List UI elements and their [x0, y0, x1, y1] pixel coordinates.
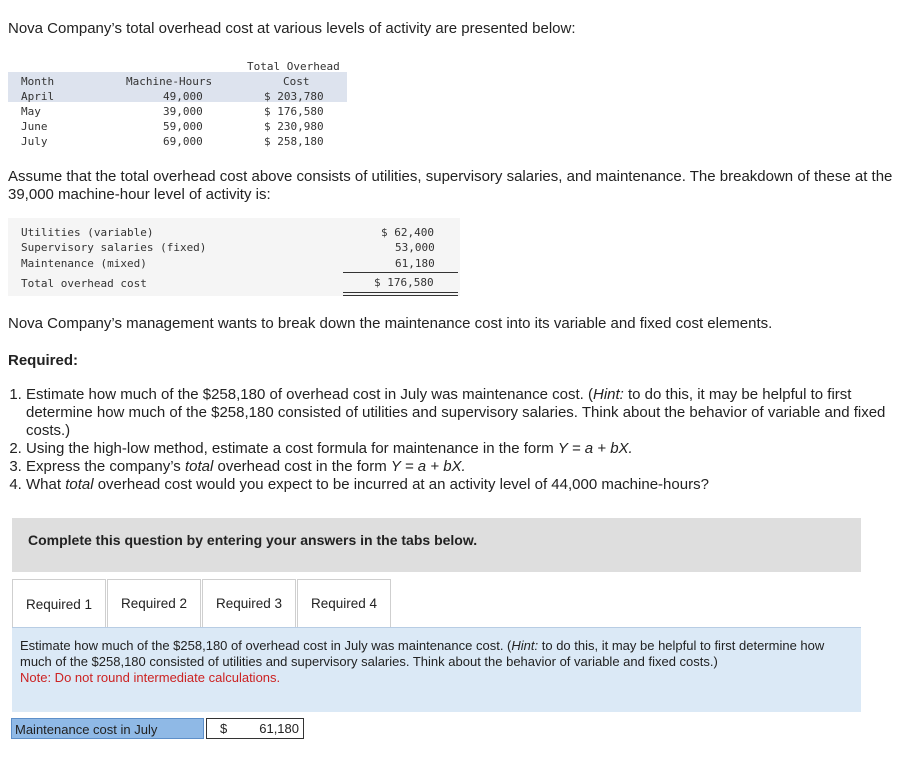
intro-text: Nova Company’s total overhead cost at various levels of activity are presented below: [8, 20, 576, 37]
tab-required-1[interactable]: Required 1 [12, 579, 106, 628]
answer-value: 61,180 [259, 721, 299, 736]
breakdown-total-label: Total overhead cost [21, 277, 147, 290]
breakdown-value: 53,000 [395, 241, 435, 254]
row-cost: $ 176,580 [264, 105, 324, 118]
row-cost: $ 258,180 [264, 135, 324, 148]
row-month: June [21, 120, 48, 133]
breakdown-label: Maintenance (mixed) [21, 257, 147, 270]
complete-banner [12, 518, 861, 572]
row-cost: $ 230,980 [264, 120, 324, 133]
answer-label: Maintenance cost in July [11, 718, 204, 739]
requirement-3: 3. Express the company’s total overhead cost in the form Y = a + bX. [26, 458, 897, 476]
tab-required-2[interactable]: Required 2 [107, 579, 201, 628]
row-month: April [21, 90, 55, 103]
header-cost: Cost [283, 75, 310, 88]
maintenance-cost-input[interactable] [206, 718, 304, 739]
management-text: Nova Company’s management wants to break down the maintenance cost into its variable and fixed cost elements. [8, 315, 773, 332]
header-month: Month [21, 75, 55, 88]
row-hours: 39,000 [163, 105, 203, 118]
row-hours: 59,000 [163, 120, 203, 133]
breakdown-label: Utilities (variable) [21, 226, 154, 239]
row-hours: 69,000 [163, 135, 203, 148]
subtotal-rule [343, 272, 458, 273]
header-total-overhead: Total Overhead [247, 60, 340, 73]
complete-banner-text: Complete this question by entering your answers in the tabs below. [28, 532, 478, 548]
requirement-2: 2. Using the high-low method, estimate a cost formula for maintenance in the form Y = a + bX. [26, 440, 897, 458]
row-hours: 49,000 [163, 90, 203, 103]
breakdown-value: 61,180 [395, 257, 435, 270]
requirements-list [8, 386, 897, 494]
requirement-4: 4. What total overhead cost would you expect to be incurred at an activity level of 44,000 machine-hours? [26, 476, 897, 494]
total-double-rule-bottom [343, 295, 458, 296]
requirement-1: 1. Estimate how much of the $258,180 of overhead cost in July was maintenance cost. (Hint: to do this, it may be helpful to first determine how much of the $258,180 consisted of utilities and supervisory salaries. Think about the behavior of variable and fixed costs.) [26, 386, 897, 440]
currency-symbol: $ [220, 721, 228, 736]
breakdown-label: Supervisory salaries (fixed) [21, 241, 207, 254]
header-machine-hours: Machine-Hours [126, 75, 213, 88]
total-double-rule-top [343, 292, 458, 293]
assume-text: Assume that the total overhead cost above consists of utilities, supervisory salaries, and maintenance. The breakdown of these at the 39,000 machine-hour level of activity is: [8, 168, 893, 203]
panel-instructions: Estimate how much of the $258,180 of overhead cost in July was maintenance cost. (Hint: to do this, it may be helpful to first determine how much of the $258,180 consisted of utilities and supervisory salaries. Think about the behavior of variable and fixed costs.) Note: Do not round intermediate calculations. [20, 638, 825, 685]
row-month: May [21, 105, 41, 118]
breakdown-total-value: $ 176,580 [374, 276, 434, 289]
breakdown-value: $ 62,400 [381, 226, 434, 239]
tab-panel [12, 627, 861, 712]
panel-note: Note: Do not round intermediate calculations. [20, 670, 281, 685]
tab-required-3[interactable]: Required 3 [202, 579, 296, 628]
row-cost: $ 203,780 [264, 90, 324, 103]
tab-required-4[interactable]: Required 4 [297, 579, 391, 628]
required-heading: Required: [8, 352, 79, 369]
breakdown-table [8, 218, 460, 296]
row-month: July [21, 135, 48, 148]
